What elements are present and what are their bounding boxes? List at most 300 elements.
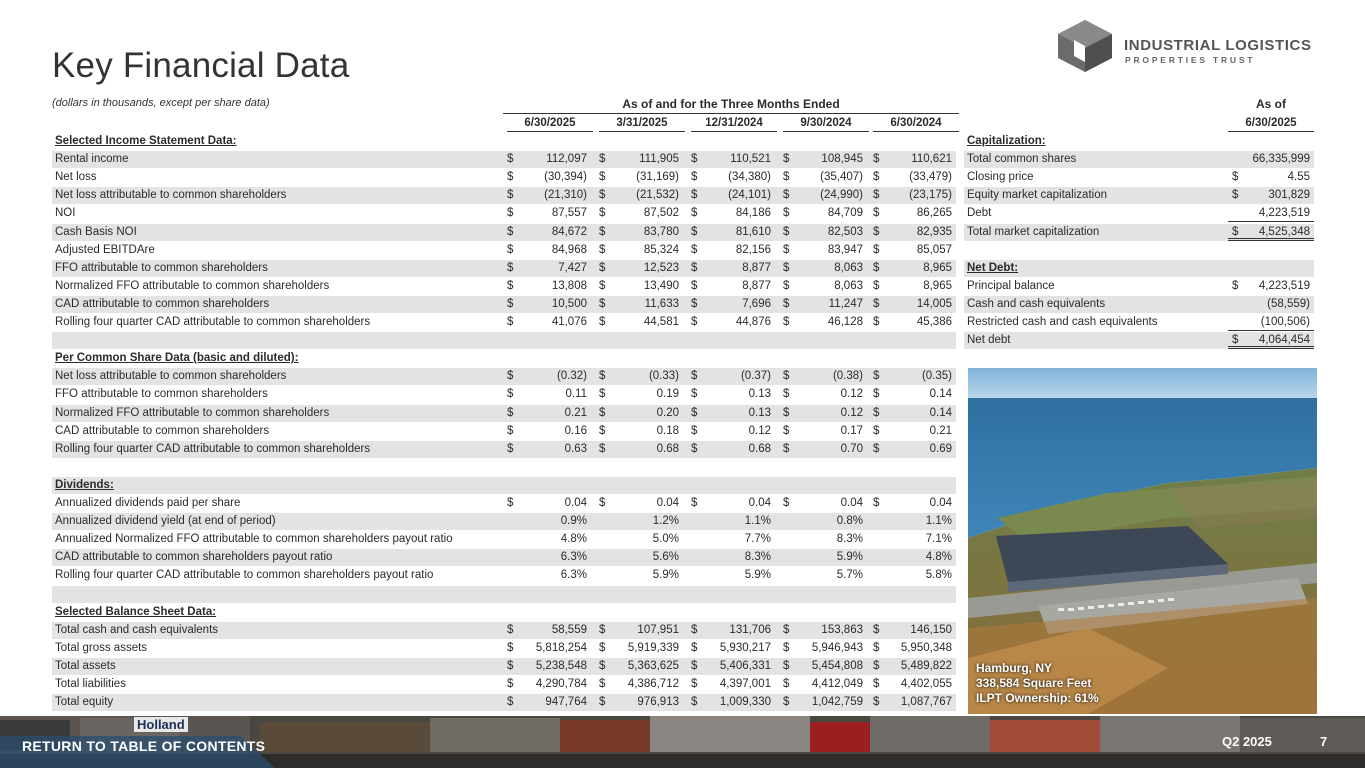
value-cell: (0.35) <box>921 370 952 382</box>
currency-symbol: $ <box>783 660 790 672</box>
value-cell: (0.38) <box>832 370 863 382</box>
section-label: Per Common Share Data (basic and diluted): <box>55 352 299 364</box>
value-cell: 0.16 <box>564 425 587 437</box>
value-cell: 107,951 <box>637 624 679 636</box>
currency-symbol: $ <box>783 407 790 419</box>
currency-symbol: $ <box>691 316 698 328</box>
value-cell: 0.20 <box>656 407 679 419</box>
row-label: Restricted cash and cash equivalents <box>967 316 1158 328</box>
currency-symbol: $ <box>599 696 606 708</box>
row-label: Total gross assets <box>55 642 148 654</box>
row-label: Adjusted EBITDAre <box>55 244 155 256</box>
currency-symbol: $ <box>507 226 514 238</box>
value-cell: 5,950,348 <box>900 642 952 654</box>
row-label: Rolling four quarter CAD attributable to common shareholders <box>55 316 371 328</box>
table-row <box>52 386 956 403</box>
value-cell: 84,709 <box>827 207 863 219</box>
currency-symbol: $ <box>691 407 698 419</box>
currency-symbol: $ <box>599 425 606 437</box>
value-cell: 4,525,348 <box>1258 226 1310 238</box>
value-cell: 82,935 <box>916 226 952 238</box>
asof-header: As of <box>1256 97 1286 111</box>
table-row <box>52 368 956 385</box>
section-header <box>964 133 1314 150</box>
currency-symbol: $ <box>507 171 514 183</box>
row-label: CAD attributable to common shareholders payout ratio <box>55 551 333 563</box>
currency-symbol: $ <box>507 189 514 201</box>
units-caption: (dollars in thousands, except per share data) <box>52 97 270 109</box>
currency-symbol: $ <box>507 153 514 165</box>
currency-symbol: $ <box>507 407 514 419</box>
row-label: Net loss <box>55 171 97 183</box>
value-cell: (24,101) <box>728 189 771 201</box>
value-cell: 5,489,822 <box>900 660 952 672</box>
spacer-row <box>52 332 956 349</box>
table-row <box>52 676 956 693</box>
currency-symbol: $ <box>691 624 698 636</box>
value-cell: 1,009,330 <box>719 696 771 708</box>
table-row <box>52 531 956 548</box>
value-cell: (24,990) <box>820 189 863 201</box>
row-label: Closing price <box>967 171 1034 183</box>
row-label: Total assets <box>55 660 116 672</box>
currency-symbol: $ <box>783 497 790 509</box>
row-label: CAD attributable to common shareholders <box>55 298 270 310</box>
row-label: CAD attributable to common shareholders <box>55 425 270 437</box>
currency-symbol: $ <box>783 624 790 636</box>
value-cell: 1.2% <box>652 515 679 527</box>
value-cell: 8,063 <box>834 280 863 292</box>
period-header: As of and for the Three Months Ended <box>503 97 959 114</box>
currency-symbol: $ <box>1232 226 1239 238</box>
value-cell: 0.12 <box>840 407 863 419</box>
currency-symbol: $ <box>873 298 880 310</box>
value-cell: (21,310) <box>544 189 587 201</box>
currency-symbol: $ <box>691 207 698 219</box>
value-cell: (34,380) <box>728 171 771 183</box>
value-cell: 5,454,808 <box>811 660 863 672</box>
value-cell: 84,672 <box>551 226 587 238</box>
spacer-row <box>52 459 956 476</box>
currency-symbol: $ <box>507 660 514 672</box>
section-header <box>964 260 1314 277</box>
currency-symbol: $ <box>691 189 698 201</box>
currency-symbol: $ <box>507 696 514 708</box>
row-label: Annualized Normalized FFO attributable to common shareholders payout ratio <box>55 533 453 545</box>
currency-symbol: $ <box>599 624 606 636</box>
value-cell: 1.1% <box>925 515 952 527</box>
page-title: Key Financial Data <box>52 46 350 85</box>
value-cell: 110,621 <box>911 153 952 165</box>
currency-symbol: $ <box>507 497 514 509</box>
table-row <box>52 314 956 331</box>
currency-symbol: $ <box>507 244 514 256</box>
currency-symbol: $ <box>691 226 698 238</box>
value-cell: 87,557 <box>551 207 587 219</box>
row-label: Net loss attributable to common shareholders <box>55 370 287 382</box>
value-cell: 4,386,712 <box>627 678 679 690</box>
currency-symbol: $ <box>507 207 514 219</box>
value-cell: (23,175) <box>909 189 952 201</box>
photo-caption-ownership: ILPT Ownership: 61% <box>976 691 1099 705</box>
section-label: Net Debt: <box>967 262 1019 274</box>
value-cell: 0.04 <box>929 497 952 509</box>
currency-symbol: $ <box>691 244 698 256</box>
row-label: Total cash and cash equivalents <box>55 624 219 636</box>
company-logo <box>1054 18 1324 74</box>
value-cell: 84,968 <box>551 244 587 256</box>
value-cell: 10,500 <box>551 298 587 310</box>
currency-symbol: $ <box>783 280 790 292</box>
photo-caption-location: Hamburg, NY <box>976 661 1053 675</box>
value-cell: 4,290,784 <box>535 678 587 690</box>
currency-symbol: $ <box>783 696 790 708</box>
date-col-4: 9/30/2024 <box>783 115 869 132</box>
value-cell: 5.9% <box>652 569 679 581</box>
currency-symbol: $ <box>783 425 790 437</box>
value-cell: 5.9% <box>744 569 771 581</box>
row-label: Cash Basis NOI <box>55 226 137 238</box>
row-label: Debt <box>967 207 992 219</box>
currency-symbol: $ <box>507 262 514 274</box>
value-cell: 0.04 <box>748 497 771 509</box>
value-cell: 41,076 <box>551 316 587 328</box>
value-cell: 5.9% <box>836 551 863 563</box>
currency-symbol: $ <box>873 153 880 165</box>
value-cell: (0.37) <box>740 370 771 382</box>
value-cell: (100,506) <box>1260 316 1310 328</box>
currency-symbol: $ <box>783 678 790 690</box>
value-cell: 8,877 <box>742 262 771 274</box>
table-row <box>964 278 1314 295</box>
table-row <box>52 405 956 422</box>
value-cell: 58,559 <box>551 624 587 636</box>
currency-symbol: $ <box>507 280 514 292</box>
currency-symbol: $ <box>691 443 698 455</box>
value-cell: 0.04 <box>656 497 679 509</box>
currency-symbol: $ <box>599 226 606 238</box>
value-cell: 7.1% <box>925 533 952 545</box>
currency-symbol: $ <box>599 280 606 292</box>
property-photo <box>968 368 1317 714</box>
currency-symbol: $ <box>691 678 698 690</box>
value-cell: 5.7% <box>836 569 863 581</box>
value-cell: 6.3% <box>560 569 587 581</box>
currency-symbol: $ <box>691 280 698 292</box>
table-row <box>52 296 956 313</box>
currency-symbol: $ <box>507 678 514 690</box>
truck-logo-text: Holland <box>134 717 188 732</box>
table-row <box>52 549 956 566</box>
currency-symbol: $ <box>783 388 790 400</box>
currency-symbol: $ <box>599 244 606 256</box>
value-cell: 0.9% <box>560 515 587 527</box>
single-underline <box>1228 221 1314 222</box>
value-cell: 112,097 <box>546 153 587 165</box>
value-cell: 5,818,254 <box>535 642 587 654</box>
value-cell: (0.32) <box>556 370 587 382</box>
section-label: Dividends: <box>55 479 114 491</box>
currency-symbol: $ <box>873 316 880 328</box>
currency-symbol: $ <box>1232 189 1239 201</box>
value-cell: 0.13 <box>748 407 771 419</box>
section-label: Selected Balance Sheet Data: <box>55 606 217 618</box>
value-cell: 11,633 <box>644 298 679 310</box>
value-cell: 12,523 <box>643 262 679 274</box>
value-cell: 0.14 <box>929 388 952 400</box>
value-cell: 4,223,519 <box>1258 207 1310 219</box>
table-row <box>52 242 956 259</box>
value-cell: 8,965 <box>923 262 952 274</box>
value-cell: 110,521 <box>730 153 771 165</box>
value-cell: 83,947 <box>827 244 863 256</box>
value-cell: 4,412,049 <box>811 678 863 690</box>
table-row <box>52 169 956 186</box>
value-cell: 4.8% <box>925 551 952 563</box>
value-cell: 5,919,339 <box>627 642 679 654</box>
date-header-row <box>52 115 956 132</box>
row-label: Net loss attributable to common shareholders <box>55 189 287 201</box>
value-cell: 85,057 <box>916 244 952 256</box>
currency-symbol: $ <box>599 171 606 183</box>
value-cell: 8.3% <box>836 533 863 545</box>
value-cell: 86,265 <box>916 207 952 219</box>
photo-caption-size: 338,584 Square Feet <box>976 676 1092 690</box>
value-cell: (0.33) <box>648 370 679 382</box>
table-row <box>964 169 1314 186</box>
currency-symbol: $ <box>873 207 880 219</box>
value-cell: 301,829 <box>1268 189 1310 201</box>
value-cell: 5,363,625 <box>627 660 679 672</box>
currency-symbol: $ <box>873 407 880 419</box>
currency-symbol: $ <box>873 171 880 183</box>
currency-symbol: $ <box>783 642 790 654</box>
value-cell: 66,335,999 <box>1252 153 1310 165</box>
table-row <box>964 224 1314 241</box>
value-cell: (21,532) <box>636 189 679 201</box>
currency-symbol: $ <box>873 226 880 238</box>
currency-symbol: $ <box>783 153 790 165</box>
value-cell: 0.12 <box>840 388 863 400</box>
table-row <box>964 314 1314 331</box>
table-row <box>52 694 956 711</box>
value-cell: 0.70 <box>840 443 863 455</box>
currency-symbol: $ <box>507 642 514 654</box>
value-cell: 45,386 <box>916 316 952 328</box>
row-label: Total common shares <box>967 153 1077 165</box>
currency-symbol: $ <box>691 497 698 509</box>
currency-symbol: $ <box>783 226 790 238</box>
table-row <box>52 224 956 241</box>
table-row <box>52 441 956 458</box>
currency-symbol: $ <box>599 678 606 690</box>
currency-symbol: $ <box>1232 171 1239 183</box>
value-cell: 146,150 <box>910 624 952 636</box>
row-label: Rolling four quarter CAD attributable to common shareholders <box>55 443 371 455</box>
currency-symbol: $ <box>1232 334 1239 346</box>
value-cell: 7,427 <box>558 262 587 274</box>
asof-date: 6/30/2025 <box>1228 115 1314 132</box>
value-cell: 108,945 <box>821 153 863 165</box>
value-cell: 0.21 <box>929 425 952 437</box>
currency-symbol: $ <box>691 388 698 400</box>
value-cell: 7,696 <box>742 298 771 310</box>
table-row <box>52 151 956 168</box>
value-cell: 947,764 <box>545 696 587 708</box>
row-label: Total market capitalization <box>967 226 1100 238</box>
table-row <box>52 567 956 584</box>
currency-symbol: $ <box>599 642 606 654</box>
value-cell: 8,877 <box>742 280 771 292</box>
value-cell: (58,559) <box>1267 298 1310 310</box>
currency-symbol: $ <box>783 207 790 219</box>
currency-symbol: $ <box>691 262 698 274</box>
currency-symbol: $ <box>691 425 698 437</box>
section-header <box>52 350 956 367</box>
value-cell: 0.13 <box>748 388 771 400</box>
table-row <box>964 332 1314 349</box>
row-label: Total equity <box>55 696 114 708</box>
row-label: Rental income <box>55 153 129 165</box>
value-cell: 5,946,943 <box>811 642 863 654</box>
value-cell: 0.04 <box>840 497 863 509</box>
value-cell: (30,394) <box>544 171 587 183</box>
value-cell: 0.21 <box>564 407 587 419</box>
table-row <box>964 151 1314 168</box>
date-col-2: 3/31/2025 <box>599 115 685 132</box>
row-label: Net debt <box>967 334 1011 346</box>
currency-symbol: $ <box>599 407 606 419</box>
currency-symbol: $ <box>783 262 790 274</box>
currency-symbol: $ <box>783 244 790 256</box>
table-row <box>52 278 956 295</box>
value-cell: 8.3% <box>744 551 771 563</box>
row-label: Annualized dividend yield (at end of period) <box>55 515 276 527</box>
value-cell: 11,247 <box>828 298 863 310</box>
currency-symbol: $ <box>873 425 880 437</box>
value-cell: 4,064,454 <box>1258 334 1310 346</box>
value-cell: 5.0% <box>652 533 679 545</box>
currency-symbol: $ <box>691 660 698 672</box>
table-row <box>52 495 956 512</box>
currency-symbol: $ <box>507 443 514 455</box>
value-cell: 87,502 <box>643 207 679 219</box>
value-cell: 7.7% <box>744 533 771 545</box>
value-cell: 5.6% <box>652 551 679 563</box>
currency-symbol: $ <box>783 443 790 455</box>
value-cell: 8,063 <box>834 262 863 274</box>
currency-symbol: $ <box>873 624 880 636</box>
currency-symbol: $ <box>783 370 790 382</box>
value-cell: 131,706 <box>729 624 771 636</box>
row-label: Normalized FFO attributable to common shareholders <box>55 407 330 419</box>
section-header <box>52 477 956 494</box>
table-row <box>52 187 956 204</box>
value-cell: 8,965 <box>923 280 952 292</box>
value-cell: 85,324 <box>643 244 679 256</box>
section-label: Selected Income Statement Data: <box>55 135 237 147</box>
currency-symbol: $ <box>873 262 880 274</box>
value-cell: 4,223,519 <box>1258 280 1310 292</box>
value-cell: 1,042,759 <box>811 696 863 708</box>
row-label: FFO attributable to common shareholders <box>55 262 268 274</box>
value-cell: 82,156 <box>735 244 771 256</box>
currency-symbol: $ <box>599 660 606 672</box>
table-row <box>964 296 1314 313</box>
value-cell: 111,905 <box>639 153 679 165</box>
asof-date-row <box>964 115 1314 132</box>
currency-symbol: $ <box>507 370 514 382</box>
value-cell: 82,503 <box>827 226 863 238</box>
table-row <box>52 423 956 440</box>
double-underline <box>1228 346 1314 349</box>
page-number: 7 <box>1320 734 1328 749</box>
currency-symbol: $ <box>873 678 880 690</box>
currency-symbol: $ <box>691 298 698 310</box>
currency-symbol: $ <box>873 244 880 256</box>
currency-symbol: $ <box>873 388 880 400</box>
return-to-contents-link[interactable]: RETURN TO TABLE OF CONTENTS <box>22 738 266 754</box>
value-cell: 0.18 <box>656 425 679 437</box>
cube-logo-icon <box>1054 18 1116 74</box>
value-cell: 0.19 <box>656 388 679 400</box>
table-row <box>964 205 1314 222</box>
value-cell: 6.3% <box>560 551 587 563</box>
value-cell: 4,397,001 <box>719 678 771 690</box>
currency-symbol: $ <box>691 696 698 708</box>
currency-symbol: $ <box>507 624 514 636</box>
value-cell: 1,087,767 <box>900 696 952 708</box>
value-cell: 5,406,331 <box>719 660 771 672</box>
currency-symbol: $ <box>873 280 880 292</box>
value-cell: 5,930,217 <box>719 642 771 654</box>
row-label: Normalized FFO attributable to common shareholders <box>55 280 330 292</box>
table-row <box>52 658 956 675</box>
row-label: Principal balance <box>967 280 1055 292</box>
value-cell: 153,863 <box>821 624 863 636</box>
currency-symbol: $ <box>599 262 606 274</box>
value-cell: 0.68 <box>656 443 679 455</box>
date-col-1: 6/30/2025 <box>507 115 593 132</box>
section-label: Capitalization: <box>967 135 1046 147</box>
currency-symbol: $ <box>783 298 790 310</box>
value-cell: 0.63 <box>564 443 587 455</box>
value-cell: 0.17 <box>840 425 863 437</box>
currency-symbol: $ <box>691 171 698 183</box>
logo-name-line1: INDUSTRIAL LOGISTICS <box>1124 37 1312 54</box>
row-label: Annualized dividends paid per share <box>55 497 241 509</box>
single-underline <box>1228 330 1314 331</box>
spacer-row <box>52 586 956 603</box>
date-col-5: 6/30/2024 <box>873 115 959 132</box>
row-label: Cash and cash equivalents <box>967 298 1106 310</box>
value-cell: 0.12 <box>748 425 771 437</box>
table-row <box>52 622 956 639</box>
currency-symbol: $ <box>507 316 514 328</box>
value-cell: 84,186 <box>735 207 771 219</box>
currency-symbol: $ <box>691 642 698 654</box>
currency-symbol: $ <box>599 207 606 219</box>
spacer-row <box>964 242 1314 259</box>
value-cell: 46,128 <box>827 316 863 328</box>
value-cell: 0.04 <box>564 497 587 509</box>
table-row <box>52 260 956 277</box>
section-header <box>52 604 956 621</box>
currency-symbol: $ <box>783 189 790 201</box>
value-cell: 0.68 <box>748 443 771 455</box>
value-cell: 13,490 <box>643 280 679 292</box>
date-col-3: 12/31/2024 <box>691 115 777 132</box>
